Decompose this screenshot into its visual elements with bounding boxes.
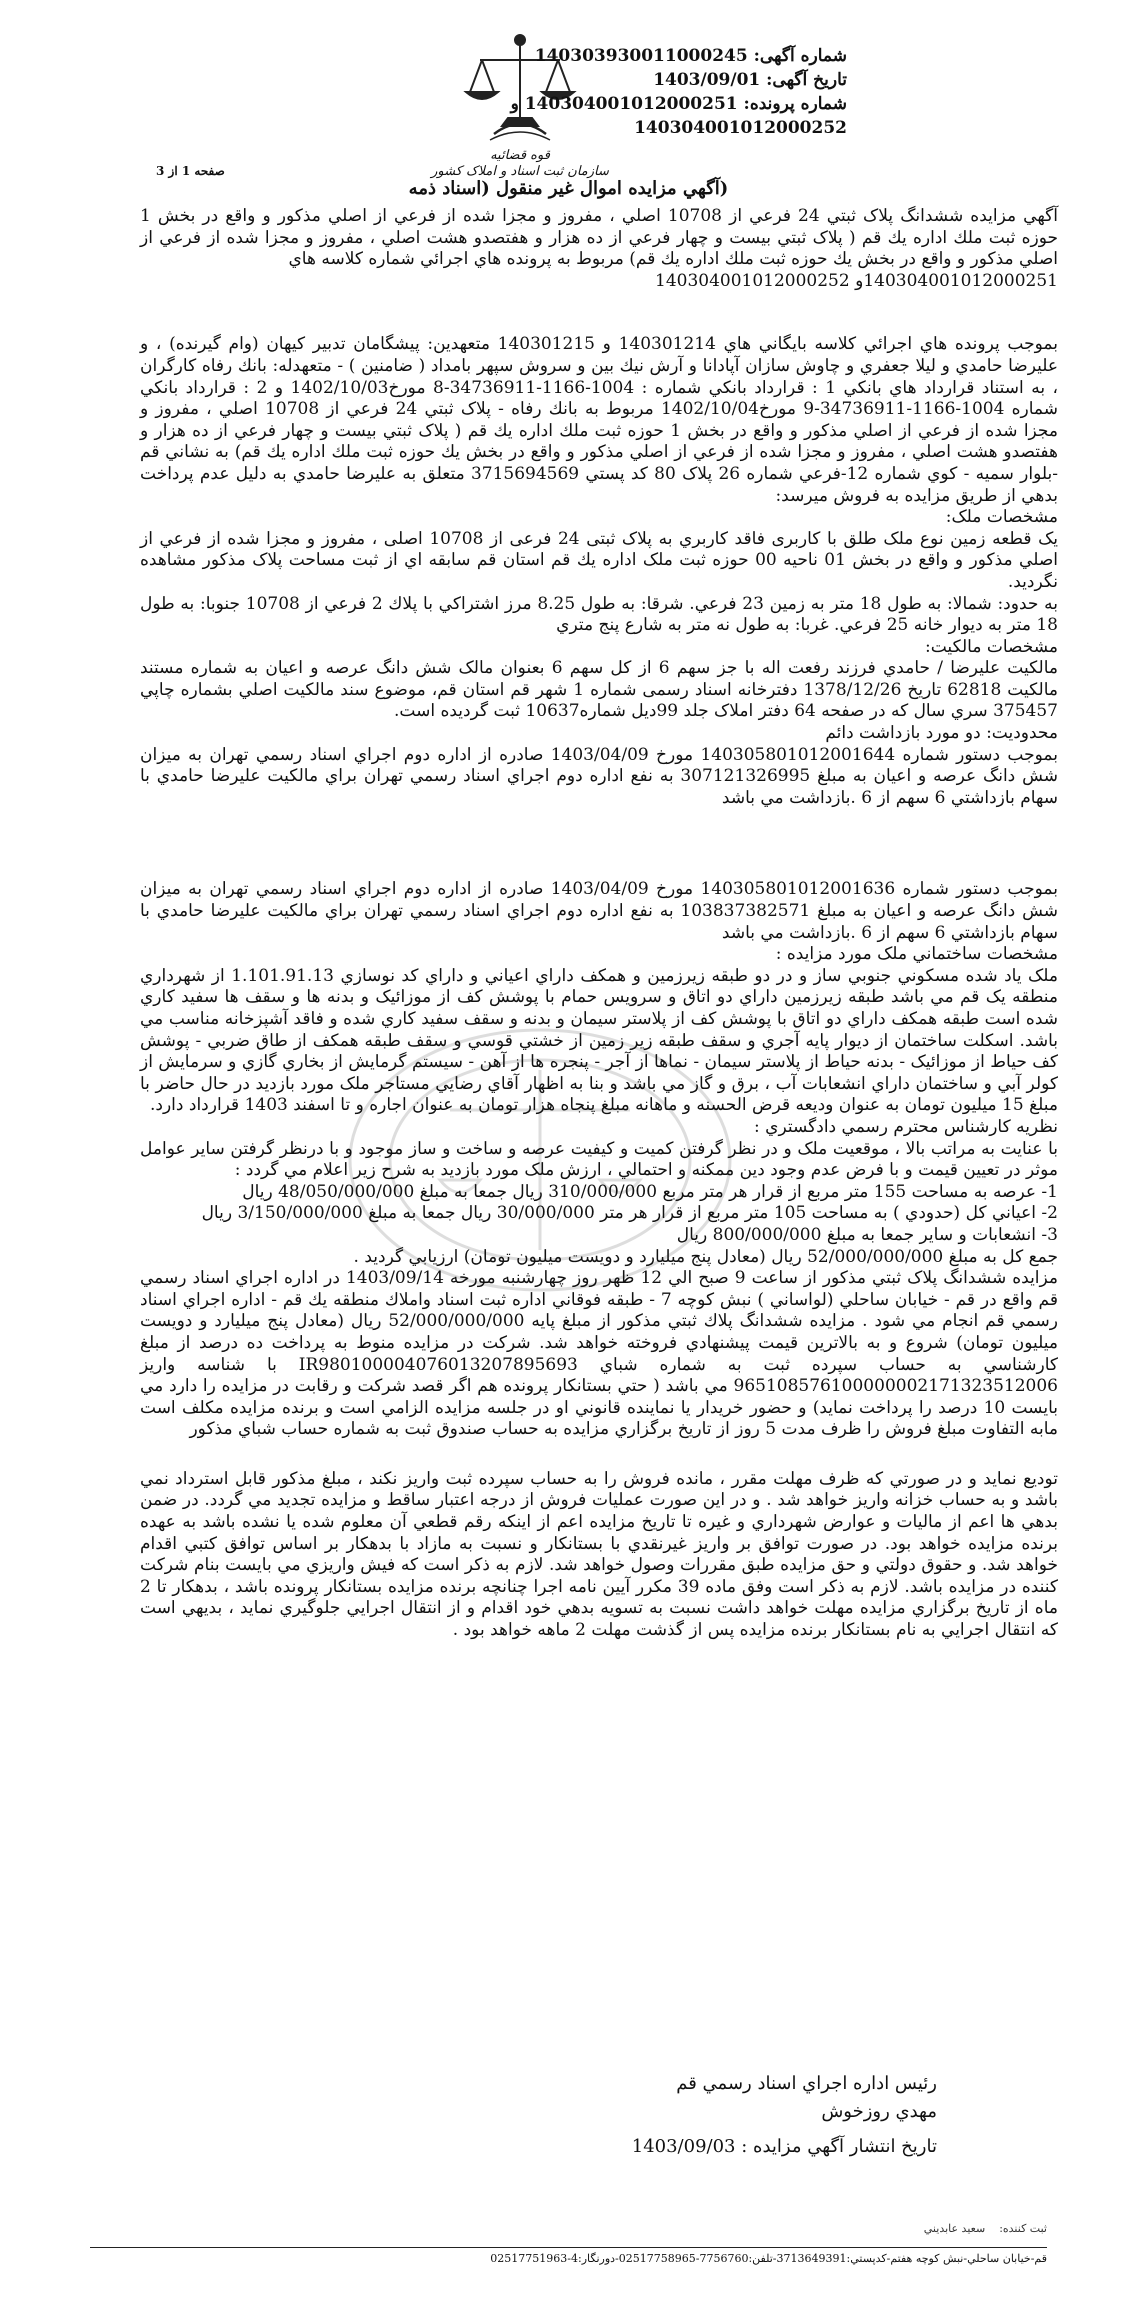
footer-divider bbox=[90, 2247, 1047, 2248]
ad-number-row bbox=[487, 44, 847, 68]
page-number: صفحه 1 از 3 bbox=[156, 164, 225, 178]
ad-date-label: تاریخ آگهی: bbox=[766, 70, 847, 90]
ad-date-row bbox=[487, 68, 847, 92]
ad-number: 140303930011000245 bbox=[534, 46, 748, 66]
logo-caption-line2: سازمان ثبت اسناد و املاک کشور bbox=[431, 164, 609, 179]
file-number-row bbox=[487, 92, 847, 116]
terms-paragraph: توديع نمايد و در صورتي كه ظرف مهلت مقرر ، مانده فروش را به حساب سپرده ثبت واريز نكند ، مبلغ مذكور قابل استرداد نمي باشد و به حساب خزانه واريز خواهد شد . و در اين صورت عمليات فروش از درجه اعتبار ساقط و مزايده تجديد مي گردد. در ضمن بدهي ها اعم از ماليات و عوارض شهرداري و غيره تا تاريخ مزايده اعم از اينكه رقم قطعي آن معلوم شده يا نشده باشد به عهده برنده مزايده خواهد بود. در صورت توافق بر واريز غيرنقدي با بستانكار و نسبت به مازاد با بدهكار بر اساس توافق كتبي اقدام خواهد شد. و حقوق دولتي و حق مزايده طبق مقررات وصول خواهد شد. لازم به ذكر است كه فيش واريزي مي بايست بنام شركت كننده در مزايده باشد. لازم به ذكر است وفق ماده 39 مكرر آيين نامه اجرا چنانچه برنده مزايده بستانكار پرونده باشد ، بدهكار تا 2 ماه از تاريخ برگزاري مزايده مهلت خواهد داشت نسبت به تسويه بدهي خود اقدام و از انتقال اجرايي جلوگيري نمايد ، بديهي است كه انتقال اجرايي به نام بستانكار برنده مزايده پس از گذشت مهلت 2 ماهه خواهد بود . bbox=[140, 1468, 1059, 1641]
signature-name: مهدي روزخوش bbox=[821, 2101, 937, 2122]
logo-caption bbox=[420, 148, 620, 180]
file-number-joiner: و bbox=[510, 94, 519, 114]
ad-number-label: شماره آگهی: bbox=[753, 46, 847, 66]
file-number-label: شماره پرونده: bbox=[743, 94, 847, 114]
order-1-paragraph: بموجب دستور شماره 140305801012001644 مورخ 1403/04/09 صادره از اداره دوم اجراي اسناد رسمي تهران به ميزان شش دانگ عرصه و اعيان به مبلغ 307121326995 به نفع اداره دوم اجراي اسناد رسمي تهران براي مالكيت عليرضا حامدي با سهام بازداشتي 6 سهم از 6 .بازداشت مي باشد bbox=[140, 744, 1059, 808]
footer-address: قم-خيابان ساحلي-نبش كوچه هفتم-كدپستي:3713649391-تلفن:7756760-02517758965-دورنگار:4-02517751963 bbox=[490, 2252, 1047, 2265]
file-number-row-2 bbox=[487, 116, 847, 140]
registrar-label: ثبت كننده: bbox=[999, 2222, 1047, 2235]
expert-paragraph: با عنايت به مراتب بالا ، موقعيت ملک و در نظر گرفتن کميت و کيفيت عرصه و ساخت و ساز موجود و با درنظر گرفتن ساير عوامل موثر در تعيين قيمت و با فرض عدم وجود دين ممکنه و احتمالي ، ارزش ملک مورد بازديد به شرح زير اعلام مي گردد : bbox=[140, 1138, 1058, 1181]
valuation-item-1: 1- عرصه به مساحت 155 متر مربع از قرار هر متر مربع 310/000/000 ريال جمعا به مبلغ 48/050/000/000 ريال bbox=[242, 1181, 1058, 1202]
intro-paragraph: آگهي مزايده ششدانگ پلاک ثبتي 24 فرعي از 10708 اصلي ، مفروز و مجزا شده از فرعي از اصلي مذكور و واقع در بخش 1 حوزه ثبت ملك اداره يك قم ( پلاک ثبتي بيست و چهار فرعي از ده هزار و هفتصدو هشت اصلي ، مفروز و مجزا شده از فرعي از اصلي مذكور و واقع در بخش يك حوزه ثبت ملك اداره يك قم) مربوط به پرونده هاي اجرائي شماره كلاسه هاي bbox=[140, 206, 1058, 270]
registrar bbox=[924, 2222, 1047, 2235]
expert-heading: نظريه کارشناس محترم رسمي دادگستري : bbox=[754, 1116, 1058, 1137]
paragraph-main: بموجب پرونده هاي اجرائي كلاسه بايگاني هاي 140301214 و 140301215 متعهدين: پيشگامان تدبير كيهان (وام گيرنده) ، و عليرضا حامدي و ليلا جعفري و چاوش سازان آپادانا و آرش نيك بين و سروش سپهر بامداد ( ضامنين ) - متعهدله: بانك رفاه كارگران ، به استناد قرارداد هاي بانكي 1 : قرارداد بانكي شماره : 1004-1166-34736911-8 مورخ1402/10/03 و 2 : قرارداد بانكي شماره 1004-1166-34736911-9 مورخ1402/10/04 مربوط به بانك رفاه - پلاک ثبتي 24 فرعي از 10708 اصلي ، مفروز و مجزا شده از فرعي از اصلي مذكور و واقع در بخش 1 حوزه ثبت ملك اداره يك قم ( پلاک ثبتي بيست و چهار فرعي از ده هزار و هفتصدو هشت اصلي ، مفروز و مجزا شده از فرعي از اصلي مذكور و واقع در بخش يك حوزه ثبت ملك اداره يك قم) به نشاني قم -بلوار سميه - كوي شماره 12-فرعي شماره 26 پلاک 80 كد پستي 3715694569 متعلق به عليرضا حامدي به دليل عدم پرداخت بدهي از طريق مزايده به فروش ميرسد: bbox=[140, 334, 1059, 506]
signature-title: رئيس اداره اجراي اسناد رسمي قم bbox=[676, 2073, 937, 2094]
file-number-1: 140304001012000251 bbox=[524, 94, 738, 114]
auction-paragraph: مزايده ششدانگ پلاک ثبتي مذكور از ساعت 9 صبح الي 12 ظهر روز چهارشنبه مورخه 1403/09/14 در اداره اجراي اسناد رسمي قم واقع در قم - خيابان ساحلي (لواساني ) نبش كوچه 7 - طبقه فوقاني اداره ثبت اسناد واملاك منطقه يك قم - اداره اجراي اسناد رسمي قم انجام مي شود . مزايده ششدانگ پلاك ثبتي مذكور از مبلغ پايه 52/000/000/000 ريال (معادل پنج ميليارد و دويست ميليون تومان) شروع و به بالاترين قيمت پيشنهادي فروخته خواهد شد. شركت در مزايده منوط به پرداخت ده درصد از مبلغ كارشناسي به حساب سپرده ثبت به شماره شباي IR980100004076013207895693 با شناسه واريز 965108576100000002171323512006 مي باشد ( حتي بستانكار پرونده هم اگر قصد شركت و رقابت در مزايده را دارد مي بايست 10 درصد را پرداخت نمايد) و حضور خريدار يا نماينده قانوني او در جلسه مزايده الزامي است و برنده مزايده مكلف است مابه التفاوت مبلغ فروش را ظرف مدت 5 روز از تاريخ برگزاري مزايده به حساب صندوق ثبت به شماره حساب شباي مذكور bbox=[140, 1268, 1059, 1440]
intro-file-numbers: 140304001012000251و 140304001012000252 bbox=[655, 270, 1058, 291]
document-title: (آگهي مزايده اموال غير منقول (اسناد ذمه bbox=[408, 178, 729, 199]
signature-block bbox=[676, 2070, 937, 2126]
registrar-name: سعيد عابديني bbox=[923, 2222, 986, 2235]
restrictions-line: محدوديت: دو مورد بازداشت دائم bbox=[825, 723, 1058, 744]
bounds-paragraph: به حدود: شمالا: به طول 18 متر به زمين 23 فرعي. شرقا: به طول 8.25 مرز اشتراكي با پلاك 2 فرعي از 10708 جنوبا: به طول 18 متر به ديوار خانه 25 فرعي. غربا: به طول نه متر به شارع پنج متري bbox=[140, 593, 1058, 636]
logo-caption-line1: قوه قضائیه bbox=[490, 148, 550, 163]
building-heading: مشخصات ساختماني ملک مورد مزايده : bbox=[775, 944, 1058, 965]
valuation-total: جمع کل به مبلغ 52/000/000/000 ريال (معادل پنج ميليارد و دويست ميليون تومان) ارزيابي گرديد . bbox=[353, 1246, 1058, 1267]
document-body bbox=[140, 206, 1058, 1642]
specs-heading: مشخصات ملک: bbox=[945, 507, 1058, 528]
valuation-item-3: 3- انشعابات و ساير جمعا به مبلغ 800/000/000 ريال bbox=[676, 1224, 1058, 1245]
publish-date: تاريخ انتشار آگهي مزايده : 1403/09/03 bbox=[631, 2136, 937, 2157]
ownership-heading: مشخصات مالکیت: bbox=[925, 636, 1058, 657]
ownership-paragraph: مالکيت عليرضا / حامدي فرزند رفعت اله با جز سهم 6 از کل سهم 6 بعنوان مالک شش دانگ عرصه و اعيان به شماره مستند مالکيت 62818 تاريخ 1378/12/26 دفترخانه اسناد رسمی شماره 1 شهر قم استان قم، موضوع سند مالکيت اصلي بشماره چاپي 375457 سري سال كه در صفحه 64 دفتر املاک جلد 99دیل شماره10637 ثبت گرديده است. bbox=[140, 658, 1058, 722]
valuation-item-2: 2- اعياني کل (حدودي ) به مساحت 105 متر مربع از قرار هر متر 30/000/000 ريال جمعا به مبلغ 3/150/000/000 ريال bbox=[201, 1203, 1058, 1224]
ad-date: 1403/09/01 bbox=[653, 70, 761, 90]
file-number-2: 140304001012000252 bbox=[634, 118, 847, 138]
ad-header bbox=[487, 44, 847, 140]
specs-paragraph: يک قطعه زمين نوع ملک طلق با کاربری فاقد کاربري به پلاک ثبتی 24 فرعی از 10708 اصلی ، مفروز و مجزا شده از فرعي از اصلي مذكور و واقع در بخش 01 ناحيه 00 حوزه ثبت ملک اداره يك قم استان قم سابقه اي از ثبت مساحت پلاک مذكور مشاهده نگرديد. bbox=[140, 528, 1059, 592]
order-2-paragraph: بموجب دستور شماره 140305801012001636 مورخ 1403/04/09 صادره از اداره دوم اجراي اسناد رسمي تهران به ميزان شش دانگ عرصه و اعيان به مبلغ 103837382571 به نفع اداره دوم اجراي اسناد رسمي تهران براي مالكيت عليرضا حامدي با سهام بازداشتي 6 سهم از 6 .بازداشت مي باشد bbox=[140, 879, 1059, 943]
building-paragraph: ملک ياد شده مسکوني جنوبي ساز و در دو طبقه زيرزمين و همکف داراي اعياني و داراي کد نوسازي 1.101.91.13 از شهرداري منطقه يک قم مي باشد طبقه زيرزمين داراي دو اتاق و سرويس حمام با پوشش کف از موزائيک و بدنه ها و سقف ها سفيد کاري شده است طبقه همکف داراي دو اتاق با پوشش کف از پلاستر سيمان و بدنه و سقف سفيد کاري شده و فاقد آشپزخانه مناسب مي باشد. اسکلت ساختمان از ديوار پايه آجري و سقف طبقه زير زمين از خشتي قوسي و سقف طبقه همکف از طاق ضربي - پوشش کف حياط از موزائيک - بدنه حياط از پلاستر سيمان - نماها از آجر - پنجره ها از آهن - سيستم گرمايش از بخاري گازي و سرمايش از کولر آبي و ساختمان داراي انشعابات آب ، برق و گاز مي باشد و بنا به اظهار آقاي رضايي مستاجر ملک مورد بازديد در حال حاضر با مبلغ 15 ميليون تومان به عنوان وديعه قرض الحسنه و ماهانه مبلغ پنجاه هزار تومان به عنوان اجاره و تا اسفند 1403 قرارداد دارد. bbox=[140, 965, 1058, 1116]
